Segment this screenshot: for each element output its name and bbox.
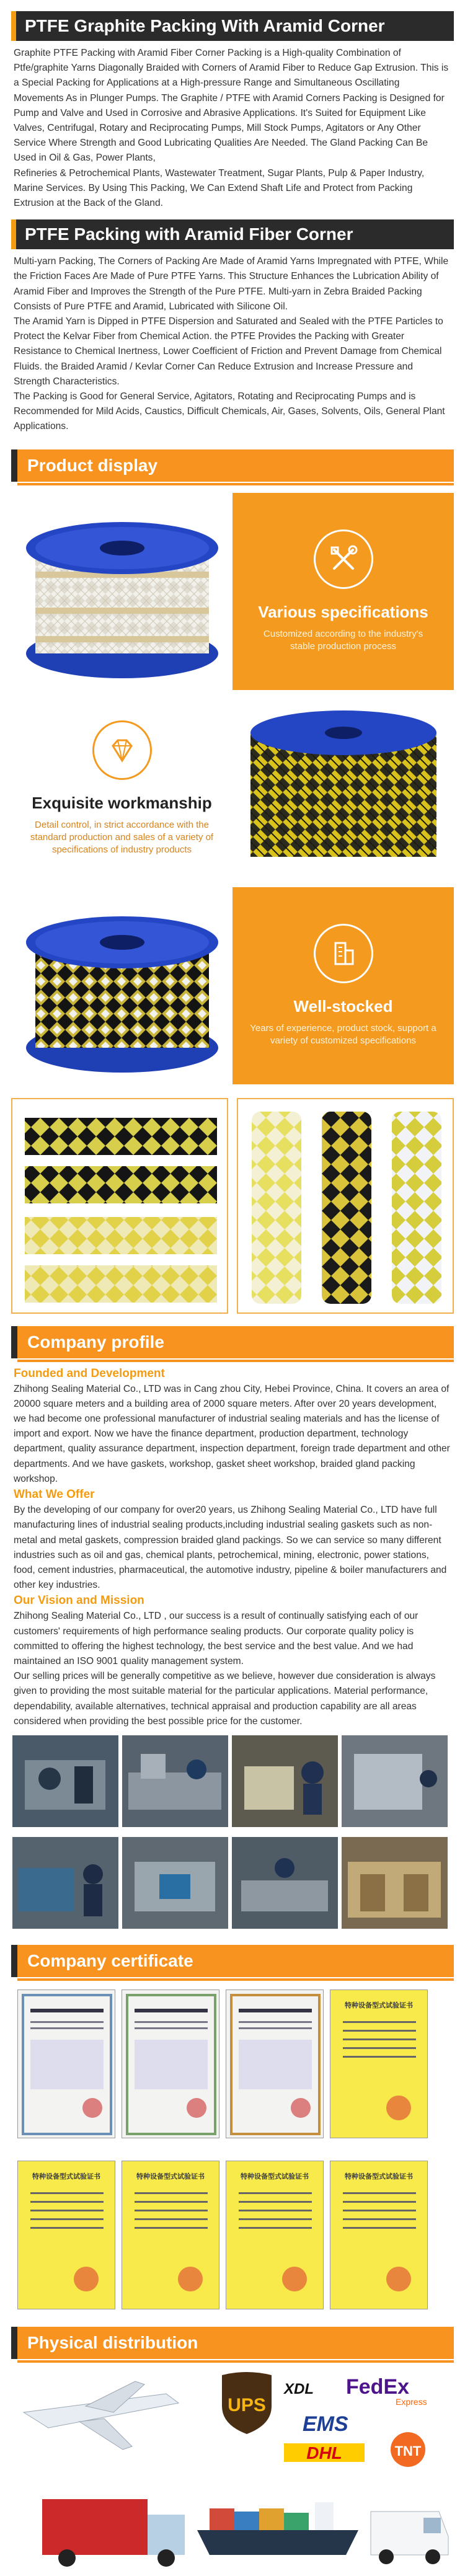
factory-photo (122, 1837, 228, 1929)
aramid-packing-text-3: The Packing is Good for General Service, Agitators, Rotating and Reciprocating Pumps and is Recommended for Mild Acids, Caustics, Difficult Chemicals, Air, Gases, Solvents, Oils, General Plant Applications. (14, 391, 445, 432)
factory-photo (12, 1837, 118, 1929)
factory-photo (232, 1837, 338, 1929)
rope-columns-image (238, 1099, 454, 1314)
spool-yellow-image (238, 696, 449, 882)
section-title-product-display: Product display (11, 449, 454, 482)
rope-closeups (11, 1098, 454, 1314)
factory-photo (12, 1735, 118, 1827)
certificate-type-test (17, 2161, 115, 2309)
section-title-physical-distribution: Physical distribution (11, 2327, 454, 2359)
certificate-iso (17, 1990, 115, 2138)
ups-logo (222, 2372, 272, 2434)
xdl-logo: XDL (284, 2380, 314, 2397)
graphite-packing-text-2: Refineries & Petrochemical Plants, Wastewater Treatment, Sugar Plants, Pulp & Paper Industry, Marine Services. By Using This Packing, We Can Extend Shaft Life and Protect from Packing Extrusion at the Back of the Gland. (14, 167, 425, 209)
feature-desc: Years of experience, product stock, support a variety of customized specifications (250, 1023, 436, 1047)
product-display-grid (11, 493, 454, 1084)
text-offer: By the developing of our company for over20 years, us Zhihong Sealing Material Co., LTD have full manufacturing lines of industrial sealing products,including industrial sealing gaskets such as non-metal and metal gaskets, compression braided gland packings. So we can service so many different industries such as oil and gas, chemical plants, petrochemical, mining, electronic, power stations, food, cement industries, pharmaceutical, the automotive industry, pipeline & boiler manufacturers and other key industries. (14, 1505, 447, 1591)
heading-founded: Founded and Development (14, 1366, 165, 1380)
certificate-iso (122, 1990, 219, 2138)
spool-white-image (17, 498, 228, 684)
product-photo-spool-yellow (232, 690, 454, 887)
feature-title: Various specifications (258, 603, 428, 622)
feature-card-various-specifications (232, 493, 454, 690)
feature-card-well-stocked (232, 887, 454, 1084)
certificate-type-test (122, 2161, 219, 2309)
rope-closeup-right (237, 1098, 454, 1314)
tnt-logo: TNT (394, 2443, 422, 2459)
tools-icon (314, 529, 373, 589)
svg-text:UPS: UPS (228, 2394, 266, 2415)
factory-photo (122, 1735, 228, 1827)
aramid-packing-description (14, 254, 451, 434)
rope-strips-image (12, 1099, 228, 1314)
cert-heading: 特种设备型式试验证书 (345, 2001, 413, 2009)
certificate-type-test (226, 2161, 324, 2309)
feature-desc: Detail control, in strict accordance with the standard production and sales of a variety of specifications of industry products (30, 820, 214, 856)
feature-title: Exquisite workmanship (32, 794, 212, 813)
spool-black-yellow-image (17, 893, 228, 1079)
text-pricing: Our selling prices will be generally competitive as we believe, however due consideration is always given to providing the most suitable material for the particular applications. Material performance, dependability, available alternatives, technical appraisal and production capability are all areas considered when providing the best possible price for the customer. (14, 1671, 436, 1727)
diamond-icon (92, 720, 152, 780)
feature-desc: Customized according to the industry's stable production process (263, 629, 423, 652)
heading-vision: Our Vision and Mission (14, 1594, 144, 1608)
ems-logo: EMS (303, 2412, 348, 2436)
certificate-type-test (330, 1990, 428, 2138)
fedex-express-label: Express (396, 2396, 427, 2407)
airplane-icon (24, 2381, 179, 2450)
certificate-iso (226, 1990, 324, 2138)
heading-offer: What We Offer (14, 1488, 95, 1502)
section-title-company-certificate: Company certificate (11, 1945, 454, 1977)
product-photo-spool-white (11, 493, 232, 690)
dhl-logo: DHL (306, 2443, 342, 2463)
cert-heading: 特种设备型式试验证书 (32, 2172, 100, 2180)
graphite-packing-text: Graphite PTFE Packing with Aramid Fiber Corner Packing is a High-quality Combination of Ptfe/graphite Yarns Diagonally Braided with Corners of Aramid Fiber to Reduce Gap Extrusion. This is a Special Packing for Applications at a High-pressure Range and Simultaneous Oscillating Movements As in Plunger Pumps. The Graphite / PTFE with Aramid Corners Packing is Designed for Pump and Valve and Used in Corrosive and Abrasive Applications. It's Suited for Equipment Like Valves, Centrifugal, Rotary and Reciprocating Pumps, Mill Stock Pumps, Agitators or Any Other Service Where Strength and Good Lubricating Qualities Are Needed. The Gland Packing Can Be Used in Oil & Gas, Power Plants, (14, 48, 449, 164)
cert-heading: 特种设备型式试验证书 (241, 2172, 309, 2180)
van-icon (371, 2512, 448, 2564)
aramid-packing-text-2: The Aramid Yarn is Dipped in PTFE Dispersion and Saturated and Sealed with the PTFE Particles to Protect the Kelvar Fiber from Chemical Action. the PTFE Provides the Packing with Greater Resistance to Chemical Inertness, Lower Coefficient of Friction and Prevent Damage from Chemical Fluids. the Braided Aramid / Kevlar Corner Can Reduce Extrusion and Increase Pressure and Strength Characteristics. (14, 316, 443, 387)
factory-photos (12, 1735, 453, 1929)
rope-closeup-left (11, 1098, 228, 1314)
section-title-company-profile: Company profile (11, 1326, 454, 1358)
building-icon (314, 924, 373, 983)
graphite-packing-description (14, 46, 451, 211)
aramid-packing-text-1: Multi-yarn Packing, The Corners of Packing Are Made of Aramid Yarns Impregnated with PTFE, While the Friction Faces Are Made of Pure PTFE Yarns. This Structure Enhances the Lubrication Ability of Aramid Fiber and Improves the Strength of the Pure PTFE. Multi-yarn in Zebra Braided Packing Consists of Pure PTFE and Aramid, Lubricated with Silicone Oil. (14, 256, 449, 312)
logistics-image (11, 2369, 454, 2576)
ship-icon (197, 2502, 358, 2555)
factory-photo (232, 1735, 338, 1827)
factory-photo (342, 1837, 448, 1929)
cert-heading: 特种设备型式试验证书 (345, 2172, 413, 2180)
section-title-aramid-packing: PTFE Packing with Aramid Fiber Corner (11, 219, 454, 249)
section-title-graphite-packing: PTFE Graphite Packing With Aramid Corner (11, 11, 454, 41)
feature-card-exquisite-workmanship (11, 690, 232, 887)
logistics-illustration (11, 2369, 454, 2576)
cert-heading: 特种设备型式试验证书 (136, 2172, 205, 2180)
text-vision: Zhihong Sealing Material Co., LTD , our success is a result of continually satisfying each of our customers' requirements of high performance sealing products. Our corporate quality policy is committed to offering the highest technology, the best service and the best value. And we had maintained an ISO 9001 quality management system. (14, 1611, 418, 1666)
truck-icon (42, 2499, 185, 2567)
feature-title: Well-stocked (293, 997, 393, 1016)
text-founded: Zhihong Sealing Material Co., LTD was in Cang zhou City, Hebei Province, China. It covers an area of 20000 square meters and a building area of 2000 square meters. After over 20 years development, we had become one professional manufacturer of industrial sealing materials and has the license of import and export. Now we have the finance department, production department, technology department, quality assurance department, inspection department, foreign trade department and other departments. And we have gaskets, workshop, gasket sheet workshop, braided gland packing workshop. (14, 1383, 450, 1484)
factory-photo (342, 1735, 448, 1827)
certificate-grid (17, 1990, 448, 2309)
fedex-logo: FedEx (346, 2375, 410, 2399)
certificate-type-test (330, 2161, 428, 2309)
product-photo-spool-black-yellow (11, 887, 232, 1084)
